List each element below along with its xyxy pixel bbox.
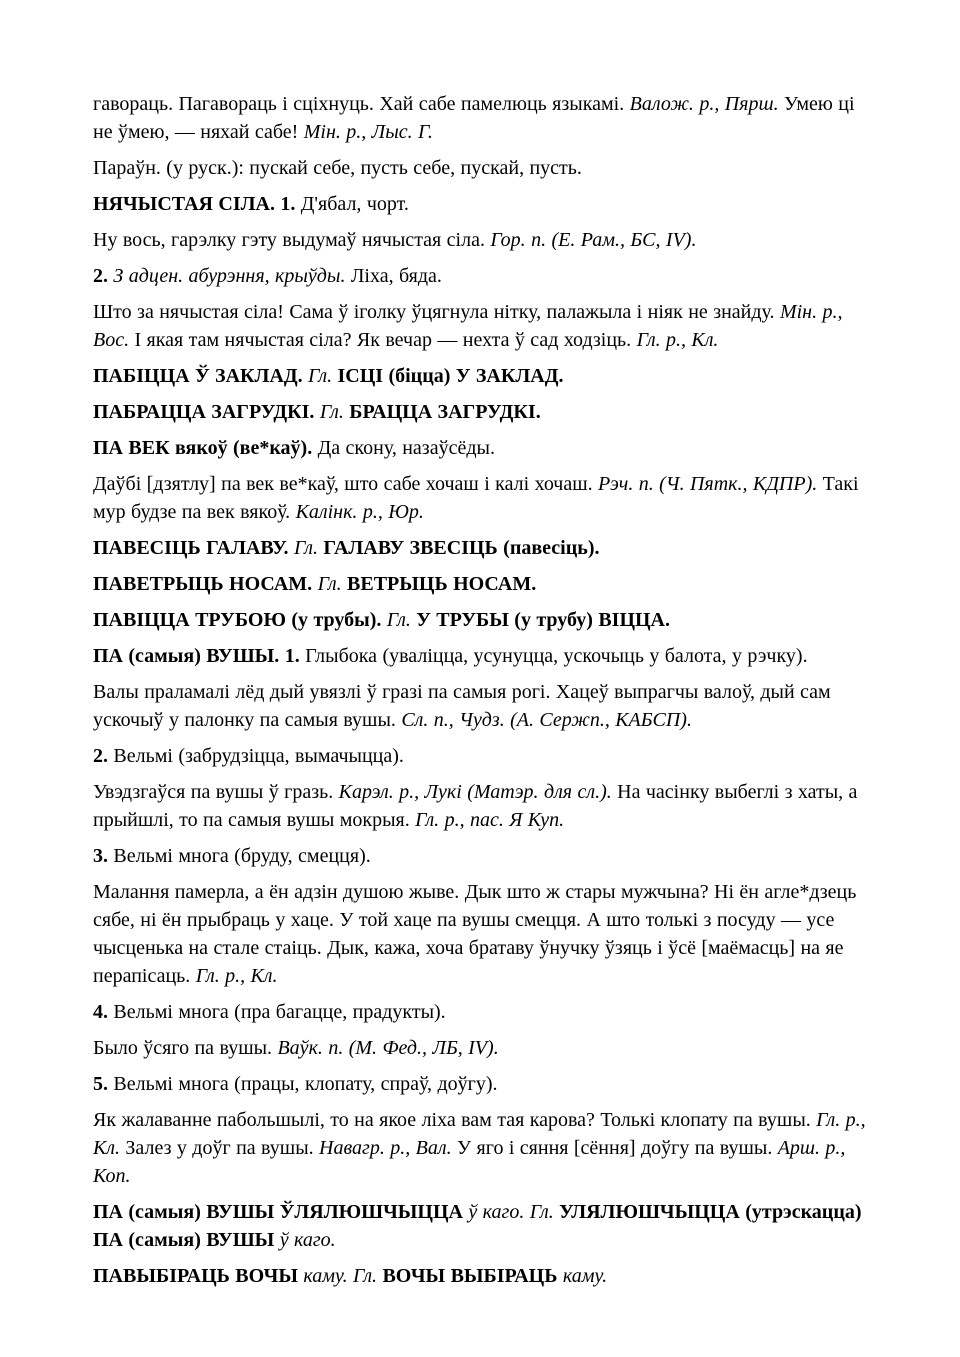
text-run: ў каго. Гл. bbox=[462, 1201, 554, 1223]
text-run: Ваўк. п. (М. Фед., ЛБ, IV). bbox=[277, 1037, 499, 1059]
text-run: Мін. р., Лыс. Г. bbox=[303, 121, 433, 143]
text-run: Рэч. п. (Ч. Пятк., КДПР). bbox=[598, 473, 818, 495]
text-run: Валож. р., Пярш. bbox=[629, 93, 779, 115]
text-run: Мін. р., Вос. bbox=[93, 301, 843, 351]
paragraph bbox=[93, 362, 867, 390]
text-run: З адцен. абурэння, крыўды. bbox=[108, 265, 346, 287]
text-run: Умею ці не ўмею, — няхай сабе! bbox=[93, 93, 855, 143]
text-run: У ТРУБЫ (у трубу) ВІЦЦА. bbox=[410, 609, 671, 631]
text-run: НЯЧЫСТАЯ СІЛА. 1. bbox=[93, 193, 296, 215]
text-run: 4. bbox=[93, 1001, 108, 1023]
text-run: Гл. р., Кл. bbox=[93, 1109, 866, 1159]
text-run: Залез у доўг па вушы. bbox=[120, 1137, 320, 1159]
text-run: Гл. bbox=[302, 365, 333, 387]
paragraph bbox=[93, 262, 867, 290]
text-run: ВОЧЫ ВЫБІРАЦЬ bbox=[377, 1265, 558, 1287]
text-run: Ліха, бяда. bbox=[345, 265, 442, 287]
paragraph bbox=[93, 606, 867, 634]
text-run: Да скону, назаўсёды. bbox=[312, 437, 495, 459]
text-run: Такі мур будзе па век вякоў. bbox=[93, 473, 859, 523]
text-run: ПА (самыя) ВУШЫ ЎЛЯЛЮШЧЫЦЦА bbox=[93, 1201, 463, 1223]
text-run: ГАЛАВУ ЗВЕСІЦЬ (павесіць). bbox=[318, 537, 600, 559]
text-run: ПАБРАЦЦА ЗАГРУДКІ. bbox=[93, 401, 315, 423]
text-run: Вельмі многа (бруду, смецця). bbox=[108, 845, 371, 867]
paragraph bbox=[93, 398, 867, 426]
text-run: Увэдзгаўся па вушы ў гразь. bbox=[93, 781, 339, 803]
text-run: Як жалаванне пабольшылі, то на якое ліха вам тая карова? Толькі клопату па вушы. bbox=[93, 1109, 817, 1131]
paragraph bbox=[93, 534, 867, 562]
text-run: Вельмі многа (працы, клопату, спраў, доўгу). bbox=[108, 1073, 498, 1095]
text-run: Гл. р., Кл. bbox=[636, 329, 719, 351]
text-run: Калінк. р., Юр. bbox=[295, 501, 424, 523]
paragraph bbox=[93, 470, 867, 526]
paragraph bbox=[93, 642, 867, 670]
text-run: І якая там нячыстая сіла? Як вечар — нехта ў сад ходзіць. bbox=[129, 329, 637, 351]
text-run: На часінку выбеглі з хаты, а прыйшлі, то па самыя вушы мокрыя. bbox=[93, 781, 858, 831]
text-run: Сл. п., Чудз. (А. Сержп., КАБСП). bbox=[401, 709, 692, 731]
text-run: Ну вось, гарэлку гэту выдумаў нячыстая сіла. bbox=[93, 229, 491, 251]
text-run: Вельмі многа (пра багацце, прадукты). bbox=[108, 1001, 446, 1023]
paragraph bbox=[93, 1070, 867, 1098]
text-run: Вельмі (забрудзіцца, вымачыцца). bbox=[108, 745, 404, 767]
paragraph bbox=[93, 570, 867, 598]
text-run: Гл. bbox=[314, 401, 344, 423]
paragraph bbox=[93, 842, 867, 870]
paragraph bbox=[93, 298, 867, 354]
text-run: Навагр. р., Вал. bbox=[319, 1137, 452, 1159]
text-run: ПАВЕСІЦЬ ГАЛАВУ. bbox=[93, 537, 289, 559]
text-run: 2. bbox=[93, 265, 108, 287]
text-run: Глыбока (уваліцца, усунуцца, ускочыць у балота, у рэчку). bbox=[299, 645, 808, 667]
text-run: 5. bbox=[93, 1073, 108, 1095]
paragraph bbox=[93, 742, 867, 770]
text-run: гавораць. Пагавораць і сціхнуць. Хай сабе памелюць языкамі. bbox=[93, 93, 630, 115]
text-run: каму. bbox=[557, 1265, 608, 1287]
text-run: Карэл. р., Лукі (Матэр. для сл.). bbox=[338, 781, 612, 803]
text-run: БРАЦЦА ЗАГРУДКІ. bbox=[343, 401, 541, 423]
paragraph bbox=[93, 90, 867, 146]
paragraph bbox=[93, 434, 867, 462]
text-run: каму. Гл. bbox=[297, 1265, 378, 1287]
text-run: Было ўсяго па вушы. bbox=[93, 1037, 278, 1059]
text-run: Д'ябал, чорт. bbox=[295, 193, 409, 215]
text-run: Гл. bbox=[381, 609, 411, 631]
paragraph bbox=[93, 190, 867, 218]
paragraph bbox=[93, 1106, 867, 1190]
text-run: Даўбі [дзятлу] па век ве*каў, што сабе хочаш і калі хочаш. bbox=[93, 473, 599, 495]
text-run: ПАВЫБІРАЦЬ ВОЧЫ bbox=[93, 1265, 298, 1287]
paragraph bbox=[93, 1262, 867, 1290]
text-run: Параўн. (у руск.): пускай себе, пусть себе, пускай, пусть. bbox=[93, 157, 582, 179]
text-run: Валы праламалі лёд дый увязлі ў гразі па самыя рогі. Хацеў выпрагчы валоў, дый сам ускочыў у палонку па самыя вушы. bbox=[93, 681, 831, 731]
text-run: ПАВІЦЦА ТРУБОЮ (у трубы). bbox=[93, 609, 382, 631]
text-run: ІСЦІ (біцца) У ЗАКЛАД. bbox=[332, 365, 564, 387]
text-run: Гл. р., пас. Я Куп. bbox=[415, 809, 565, 831]
text-run: ПА (самыя) ВУШЫ. 1. bbox=[93, 645, 300, 667]
text-run: Гл. р., Кл. bbox=[195, 965, 278, 987]
paragraph bbox=[93, 226, 867, 254]
text-run: Малання памерла, а ён адзін душою жыве. Дык што ж стары мужчына? Ні ён агле*дзець сябе, ні ён прыбраць у хаце. У той хаце па вушы смецця. А што толькі з посуду — усе чысценька на стале стаіць. Дык, кажа, хоча братаву ўнучку ўзяць і ўсё [маёмасць] на яе перапісаць. bbox=[93, 881, 857, 987]
text-run: 2. bbox=[93, 745, 108, 767]
text-run: ў каго. bbox=[274, 1229, 336, 1251]
text-run: У яго і сяння [сёння] доўгу па вушы. bbox=[451, 1137, 778, 1159]
text-run: Што за нячыстая сіла! Сама ў іголку ўцягнула нітку, палажыла і ніяк не знайду. bbox=[93, 301, 780, 323]
text-run: Гл. bbox=[288, 537, 318, 559]
paragraph bbox=[93, 1034, 867, 1062]
text-run: Гор. п. (Е. Рам., БС, IV). bbox=[490, 229, 697, 251]
text-run: Арш. р., Коп. bbox=[93, 1137, 846, 1187]
paragraph bbox=[93, 778, 867, 834]
text-run: ВЕТРЫЦЬ НОСАМ. bbox=[341, 573, 537, 595]
text-run: 3. bbox=[93, 845, 108, 867]
text-run: ПА ВЕК вякоў (ве*каў). bbox=[93, 437, 313, 459]
paragraph bbox=[93, 678, 867, 734]
paragraph bbox=[93, 998, 867, 1026]
text-run: Гл. bbox=[312, 573, 342, 595]
text-run: ПАБІЦЦА Ў ЗАКЛАД. bbox=[93, 365, 303, 387]
paragraph bbox=[93, 154, 867, 182]
paragraph bbox=[93, 878, 867, 990]
text-run: ПАВЕТРЫЦЬ НОСАМ. bbox=[93, 573, 313, 595]
paragraph bbox=[93, 1198, 867, 1254]
text-run: УЛЯЛЮШЧЫЦЦА (утрэскацца) ПА (самыя) ВУШЫ bbox=[93, 1201, 862, 1251]
